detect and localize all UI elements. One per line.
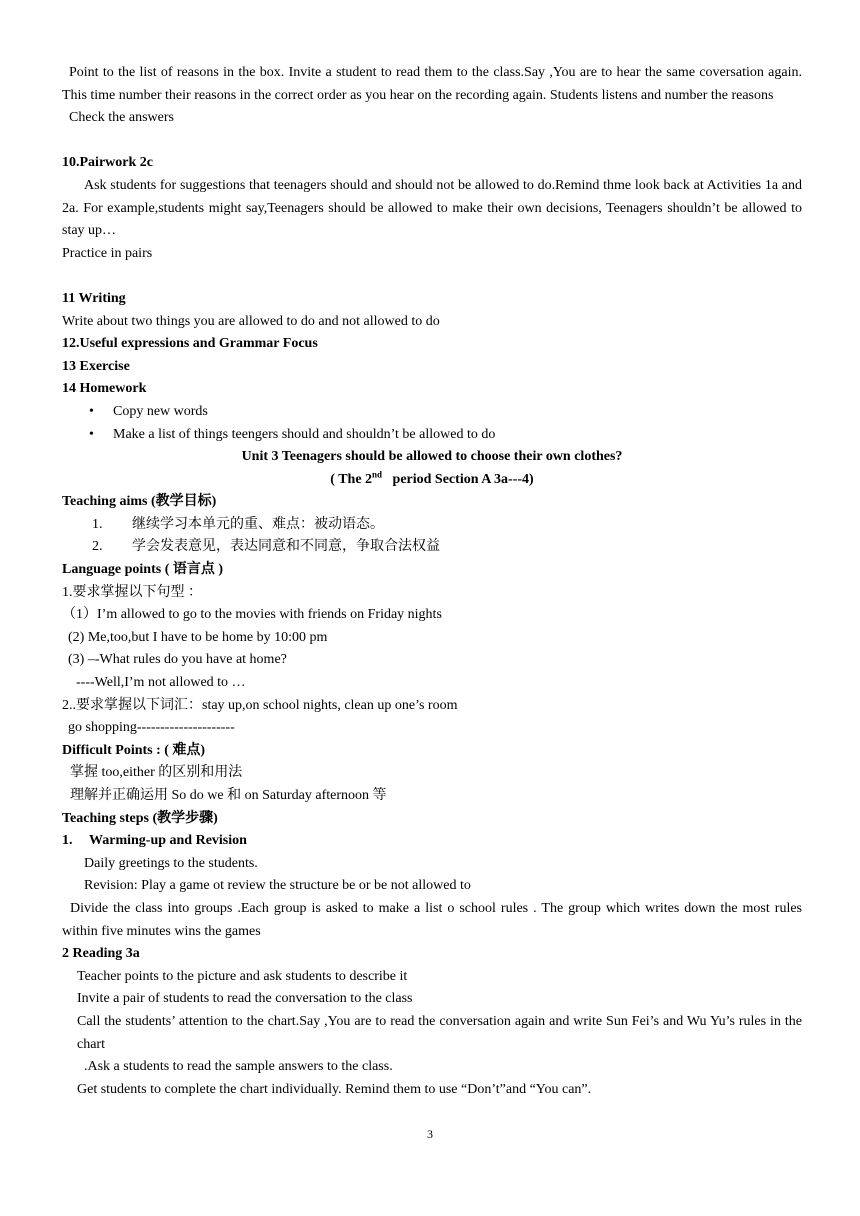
list-item	[62, 424, 802, 447]
section-14-heading: 14 Homework	[62, 381, 147, 397]
step-paragraph: Divide the class into groups .Each group is asked to make a list o school rules . The group which writes down the most rules within five minutes wins the games	[62, 900, 802, 939]
language-line: (3) –-What rules do you have at home?	[68, 652, 287, 668]
intro-paragraph: Point to the list of reasons in the box. Invite a student to read them to the class.Say ,You are to hear the same coversation again. This time number their reasons in the correct order as you hear on the recording again. Students listens and number the reasons	[62, 65, 802, 103]
page-number: 3	[427, 1127, 433, 1141]
section-13-heading: 13 Exercise	[62, 358, 130, 374]
period-subtitle: ( The 2nd period Section A 3a---4)	[330, 469, 534, 487]
language-line: ----Well,I’m not allowed to …	[76, 675, 246, 691]
section-11-text: Write about two things you are allowed to do and not allowed to do	[62, 313, 440, 329]
unit-title: Unit 3 Teenagers should be allowed to choose their own clothes?	[241, 449, 623, 465]
list-item	[62, 401, 802, 424]
document-page	[62, 62, 802, 1101]
list-item-text: Make a list of things teengers should and shouldn’t be allowed to do	[113, 426, 496, 442]
language-line: 2..要求掌握以下词汇：stay up,on school nights, clean up one’s room	[62, 697, 458, 713]
language-line: (2) Me,too,but I have to be home by 10:00 pm	[68, 629, 328, 645]
bullet-icon: •	[89, 426, 94, 442]
section-11-heading: 11 Writing	[62, 290, 126, 306]
bullet-icon: •	[89, 403, 94, 419]
language-line: go shopping---------------------	[68, 720, 235, 736]
section-10-paragraph: Ask students for suggestions that teenagers should and should not be allowed to do.Remind thme look back at Activities 1a and 2a. For example,students might say,Teenagers should be allowed to make their own decisions, Teenagers shouldn’t be allowed to stay up…	[62, 177, 802, 239]
list-item: 2. 学会发表意见，表达同意和不同意，争取合法权益	[92, 539, 440, 555]
reading-line: Teacher points to the picture and ask students to describe it	[77, 968, 408, 984]
teaching-aims-heading: Teaching aims (教学目标)	[62, 494, 217, 510]
list-item-text: Copy new words	[113, 403, 208, 419]
reading-line: Invite a pair of students to read the conversation to the class	[77, 991, 413, 1007]
difficult-line: 理解并正确运用 So do we 和 on Saturday afternoon 等	[70, 788, 387, 803]
step-1-heading: 1. Warming-up and Revision	[62, 833, 247, 849]
check-answers-line: Check the answers	[69, 110, 174, 126]
list-item: 1. 继续学习本单元的重、难点：被动语态。	[92, 516, 384, 532]
difficult-points-heading: Difficult Points : ( 难点)	[62, 742, 206, 758]
language-line: （1）I’m allowed to go to the movies with friends on Friday nights	[62, 607, 442, 623]
language-points-heading: Language points ( 语言点 )	[62, 562, 224, 578]
language-line: 1.要求掌握以下句型 ：	[62, 584, 202, 600]
homework-list	[62, 401, 802, 446]
reading-line: .Ask a students to read the sample answers to the class.	[84, 1059, 393, 1075]
reading-line: Get students to complete the chart individually. Remind them to use “Don’t”and “You can”.	[77, 1081, 592, 1097]
difficult-line: 掌握 too,either 的区别和用法	[70, 765, 243, 781]
reading-paragraph: Call the students’ attention to the chart.Say ,You are to read the conversation again and write Sun Fei’s and Wu Yu’s rules in the chart	[77, 1013, 802, 1052]
teaching-steps-heading: Teaching steps (教学步骤)	[62, 810, 218, 826]
practice-line: Practice in pairs	[62, 245, 153, 261]
step-line: Daily greetings to the students.	[84, 855, 258, 871]
reading-heading: 2 Reading 3a	[62, 946, 140, 962]
section-12-heading: 12.Useful expressions and Grammar Focus	[62, 336, 318, 352]
step-line: Revision: Play a game ot review the structure be or be not allowed to	[84, 878, 471, 894]
section-10-heading: 10.Pairwork 2c	[62, 155, 153, 171]
